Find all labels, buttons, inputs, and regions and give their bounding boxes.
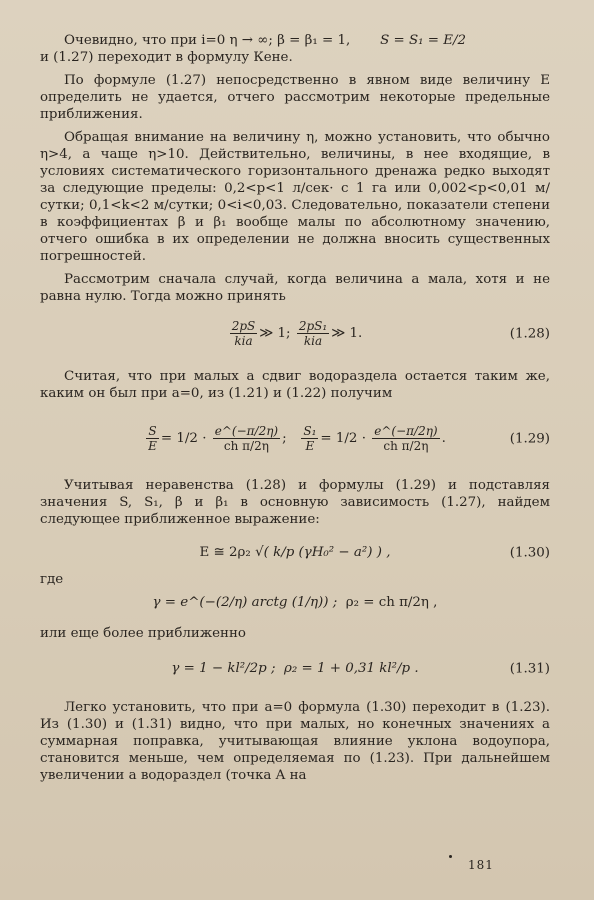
p1-formula: S = S₁ = E/2 <box>380 33 467 48</box>
eq129-number: (1.29) <box>509 431 550 446</box>
equation-1-28 <box>40 319 550 348</box>
eq129-frac2: $\frac{e\^{}(-\pi/2\eta)}{\text{ch π/2η}}$ <box>374 424 438 453</box>
paragraph-5: Считая, что при малых a сдвиг водораздела остается таким же, каким он был при a=0, из (1.21) и (1.22) получим <box>40 369 550 401</box>
eq129-lhs1: $\frac{S}{E}$ <box>148 424 157 453</box>
eq128-rel2: ≫ 1. <box>331 326 363 341</box>
paragraph-8: Легко установить, что при a=0 формула (1.30) переходит в (1.23). Из (1.30) и (1.31) видно, что при малых, но конечных значениях a суммарная поправка, учитывающая влияние уклона водоупора, становится меньше, чем определяемая по (1.23). При дальнейшем увеличении a водораздел (точка A на <box>40 700 550 783</box>
page-number: 181 <box>468 858 494 872</box>
equation-1-29: $\frac{S}{E}$ = 1/2 · $\frac{e\^{}(-\pi/2\eta)}{\text{ch π/2η}}$ ; $\frac{\text{S₁}}{E}$ = 1/2 · $\frac{e\^{}(-\pi/2\eta)}{\text{ch π/2η}}$ . (1.29) <box>148 424 550 453</box>
p1-text: Очевидно, что при i=0 η → ∞; β = β₁ = 1, <box>64 33 351 48</box>
eq131-number: (1.31) <box>509 661 550 676</box>
paragraph-7: или еще более приближенно <box>40 626 246 641</box>
eq130b-rho: ρ₂ = ch π/2η , <box>345 595 438 610</box>
paragraph-6: Учитывая неравенства (1.28) и формулы (1.29) и подставляя значения S, S₁, β и β₁ в основную зависимость (1.27), найдем следующее приближенное выражение: <box>40 478 550 527</box>
eq130-number: (1.30) <box>509 545 550 560</box>
eq130b-gamma: γ = e^(−(2/η) arctg (1/η)) ; <box>152 595 338 610</box>
paragraph-1 <box>40 32 550 49</box>
eq131-rho: ρ₂ = 1 + 0,31 kl²/p . <box>283 661 419 676</box>
eq129-lhs2: $\frac{\text{S₁}}{E}$ <box>303 424 317 453</box>
eq130-lhs: E ≅ 2ρ₂ <box>199 545 251 560</box>
where-label: где <box>40 572 64 587</box>
paragraph-2: По формуле (1.27) непосредственно в явном виде величину E определить не удается, отчего рассмотрим некоторые предельные приближения. <box>40 73 550 122</box>
paragraph-3: Обращая внимание на величину η, можно установить, что обычно η>4, а чаще η>10. Действительно, величины, в нее входящие, в условиях систематического горизонтального дренажа редко выходят за следующие пределы: 0,2<p<1 л/сек· с 1 га или 0,002<p<0,01 м/сутки; 0,1<k<2 м/сутки; 0<i<0,03. Следовательно, показатели степени в коэффициентах β и β₁ вообще малы по абсолютному значению, отчего ошибка в их определении не должна вносить существенных погрешностей. <box>40 130 550 264</box>
eq128-frac1: $\frac{2pS}{\text{kia}}$ <box>231 319 256 348</box>
ink-dot <box>449 855 452 858</box>
equation-1-30 <box>40 544 550 561</box>
eq128-frac2: $\frac{\text{2pS₁}}{\text{kia}}$ <box>298 319 328 348</box>
eq128-number: (1.28) <box>509 326 550 341</box>
paragraph-4: Рассмотрим сначала случай, когда величина a мала, хотя и не равна нулю. Тогда можно принять <box>40 272 550 304</box>
paragraph-1-cont: и (1.27) переходит в формулу Кене. <box>40 50 293 65</box>
equation-1-31 <box>40 660 550 677</box>
eq131-gamma: γ = 1 − kl²/2p ; <box>171 661 276 676</box>
eq129-frac1: $\frac{e\^{}(-\pi/2\eta)}{\text{ch π/2η}}$ <box>214 424 279 453</box>
eq128-rel1: ≫ 1; <box>259 326 291 341</box>
eq130-radical: √( k/p (γH₀² − a²) ) , <box>255 545 391 560</box>
equation-1-30-defs <box>40 594 550 611</box>
page-content <box>40 32 550 784</box>
